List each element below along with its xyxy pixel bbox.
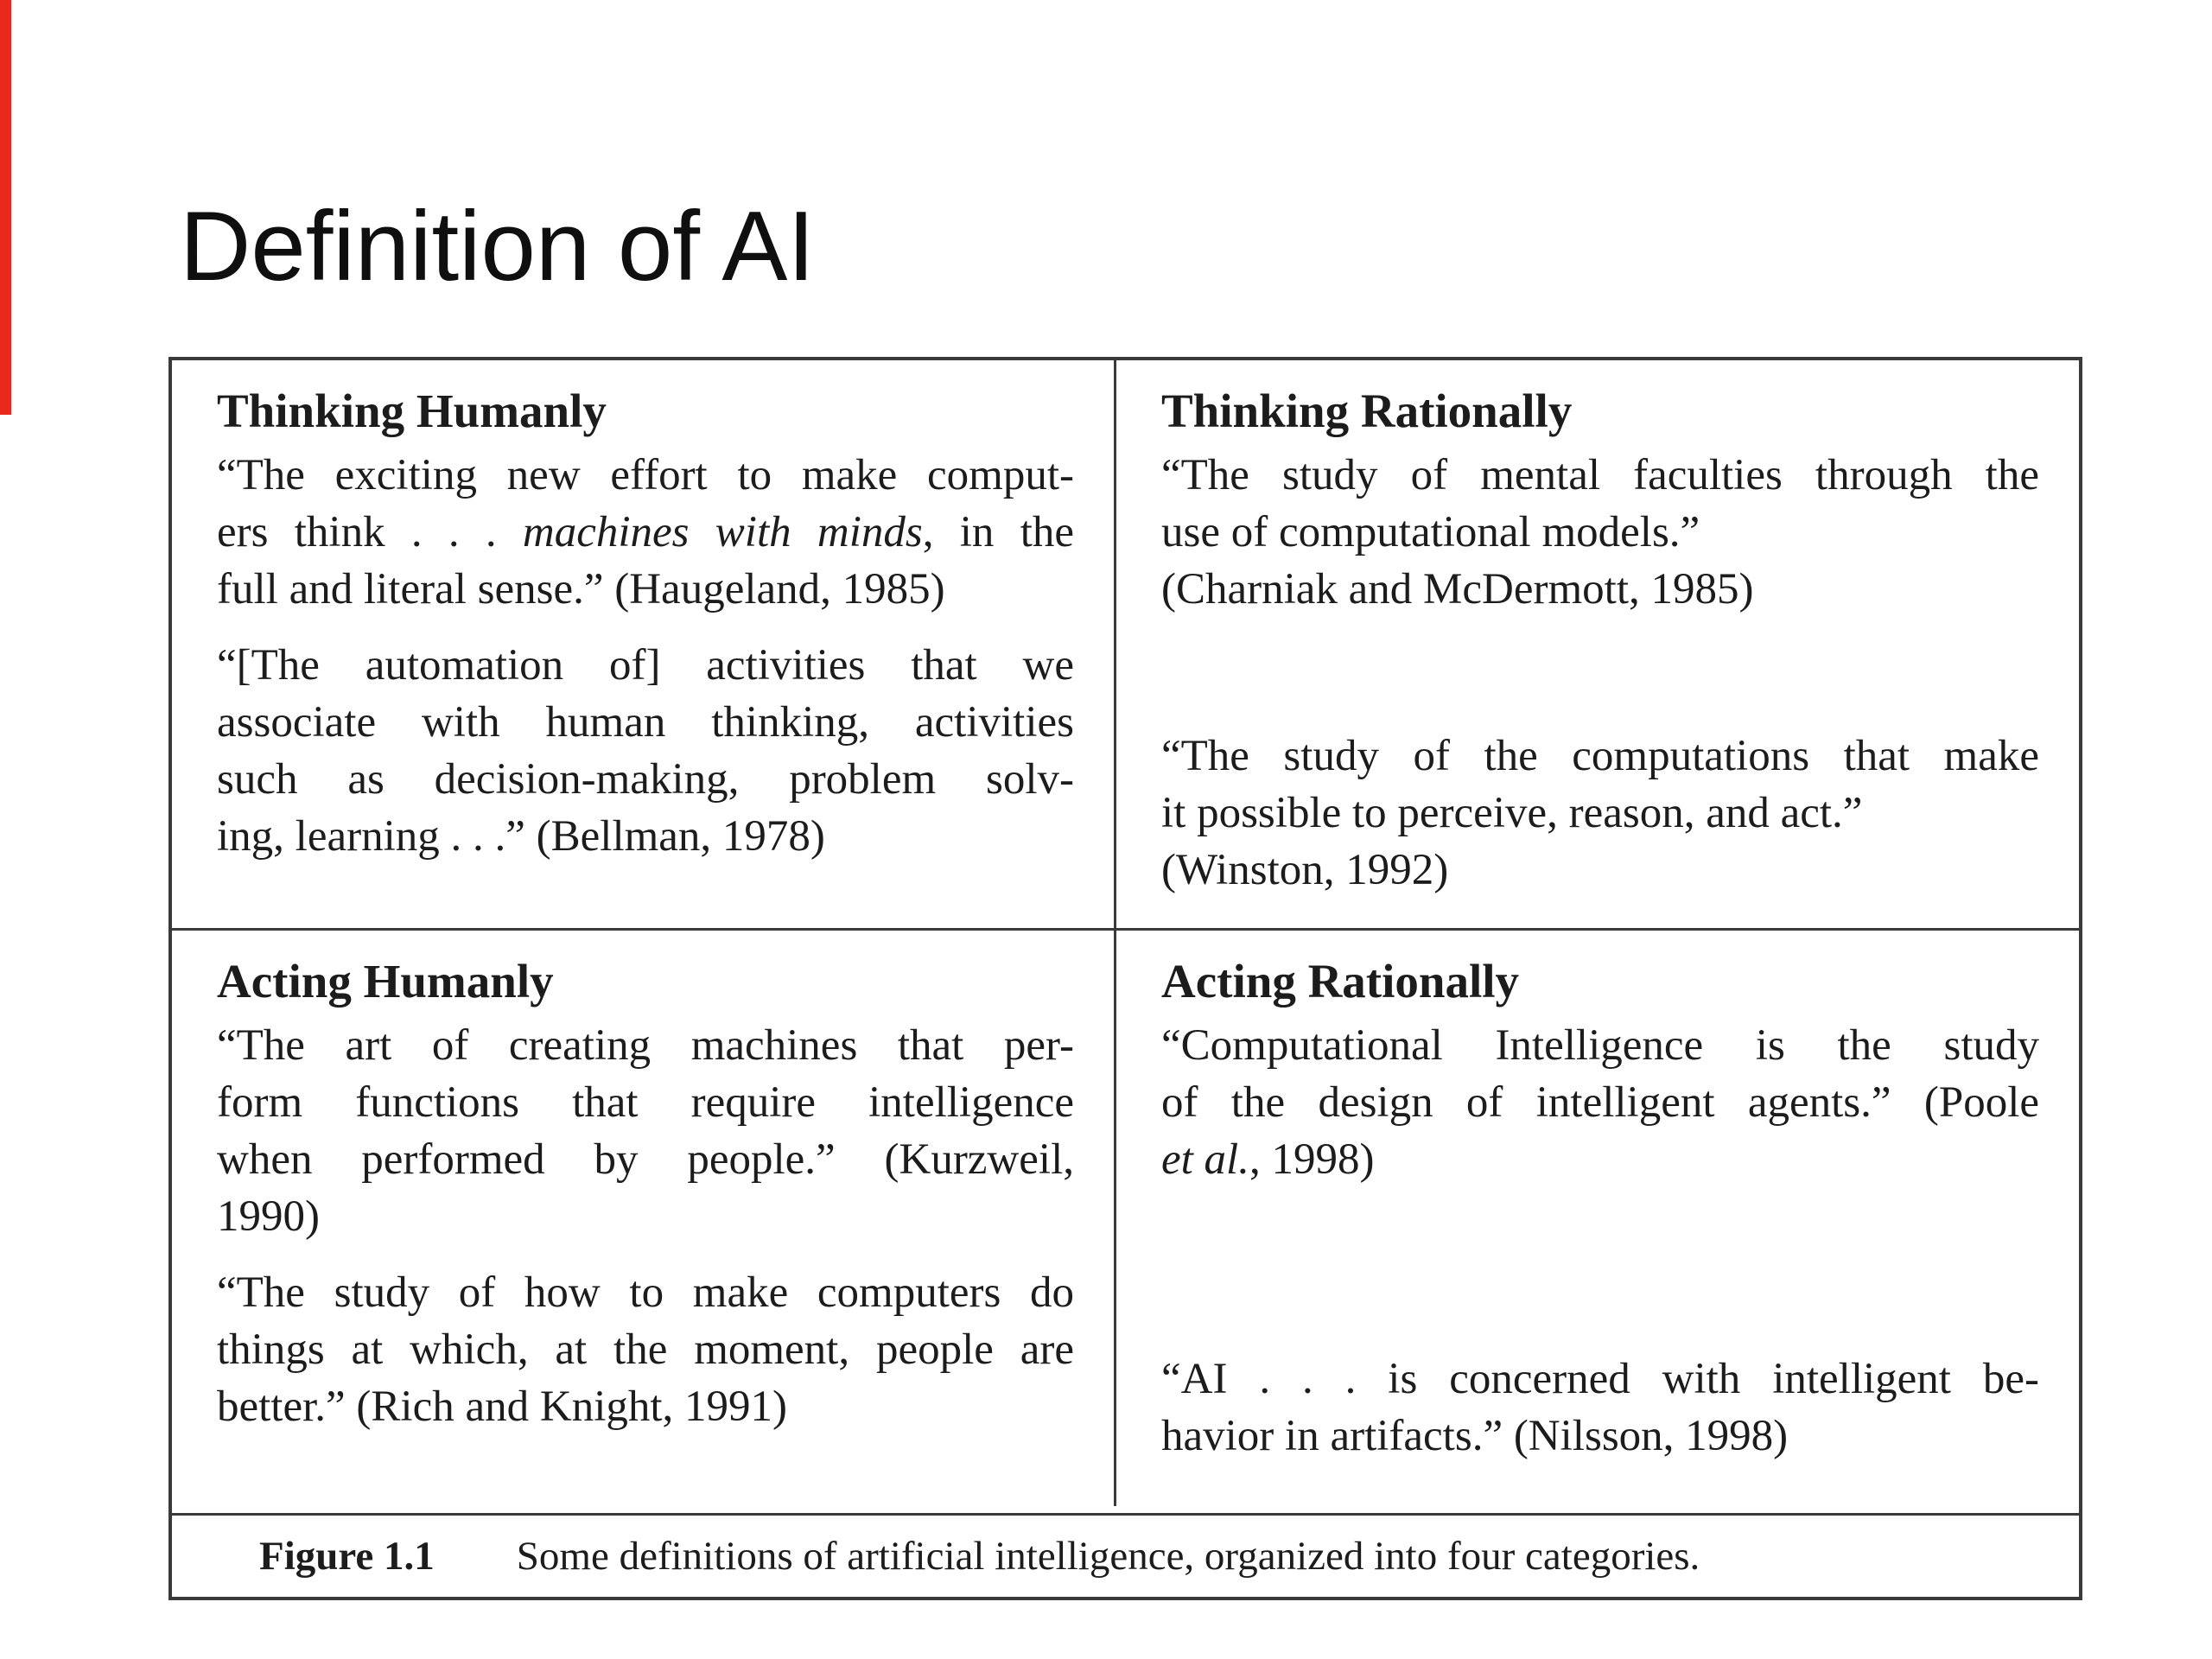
definitions-table [172, 360, 2079, 1506]
quote-paragraph [1161, 1351, 2039, 1465]
text-line: “AI . . . is concerned with intelligent be- [1161, 1355, 2039, 1403]
text-line: form functions that require intelligence [217, 1078, 1074, 1127]
text-line: “Computational Intelligence is the study [1161, 1021, 2039, 1070]
figure-caption-label: Figure 1.1 [259, 1534, 435, 1579]
text-line: (Winston, 1992) [1161, 846, 1449, 894]
text-line: “The exciting new effort to make comput- [217, 451, 1074, 499]
text-line: havior in artifacts.” (Nilsson, 1998) [1161, 1412, 1789, 1460]
text-line: “The art of creating machines that per- [217, 1021, 1074, 1070]
text-line: when performed by people.” (Kurzweil, [217, 1135, 1074, 1184]
text-line: of the design of intelligent agents.” (Poole [1161, 1078, 2039, 1127]
text-line: full and literal sense.” (Haugeland, 1985) [217, 565, 945, 613]
text-line: better.” (Rich and Knight, 1991) [217, 1382, 788, 1431]
quote-paragraph [217, 1264, 1074, 1435]
cell-thinking-rationally [1116, 360, 2079, 931]
cell-header: Thinking Humanly [217, 385, 607, 437]
text-line: such as decision-making, problem solv- [217, 755, 1074, 804]
text-line: ers think . . . machines with minds, in the [217, 508, 1075, 556]
cell-header: Acting Rationally [1161, 955, 1520, 1007]
text-line: 1990) [217, 1192, 320, 1241]
figure-caption [172, 1513, 2079, 1597]
text-line: “[The automation of] activities that we [217, 641, 1074, 690]
red-scroll-indicator[interactable] [0, 0, 11, 415]
text-line: ing, learning . . .” (Bellman, 1978) [217, 812, 825, 861]
quote-paragraph [1161, 447, 2039, 618]
text-line: “The study of how to make computers do [217, 1268, 1074, 1317]
text-line: things at which, at the moment, people are [217, 1325, 1074, 1374]
quote-paragraph [1161, 728, 2039, 899]
cell-header: Thinking Rationally [1161, 385, 1573, 437]
quote-paragraph [217, 637, 1074, 865]
text-line: (Charniak and McDermott, 1985) [1161, 565, 1754, 613]
text-line: et al., 1998) [1161, 1135, 1375, 1184]
cell-thinking-humanly [172, 360, 1116, 931]
text-line: “The study of the computations that make [1161, 732, 2039, 780]
quote-paragraph [1161, 1017, 2039, 1188]
cell-acting-rationally [1116, 931, 2079, 1506]
quote-paragraph [217, 1017, 1074, 1245]
text-line: associate with human thinking, activities [217, 698, 1074, 747]
cell-header: Acting Humanly [217, 955, 554, 1007]
text-line: “The study of mental faculties through the [1161, 451, 2039, 499]
quote-paragraph [217, 447, 1074, 618]
text-line: it possible to perceive, reason, and act.” [1161, 789, 1863, 837]
text-line: use of computational models.” [1161, 508, 1700, 556]
cell-acting-humanly [172, 931, 1116, 1506]
definitions-figure [168, 357, 2082, 1600]
figure-caption-text: Some definitions of artificial intelligence, organized into four categories. [516, 1534, 1700, 1579]
page-title: Definition of AI [180, 192, 816, 302]
